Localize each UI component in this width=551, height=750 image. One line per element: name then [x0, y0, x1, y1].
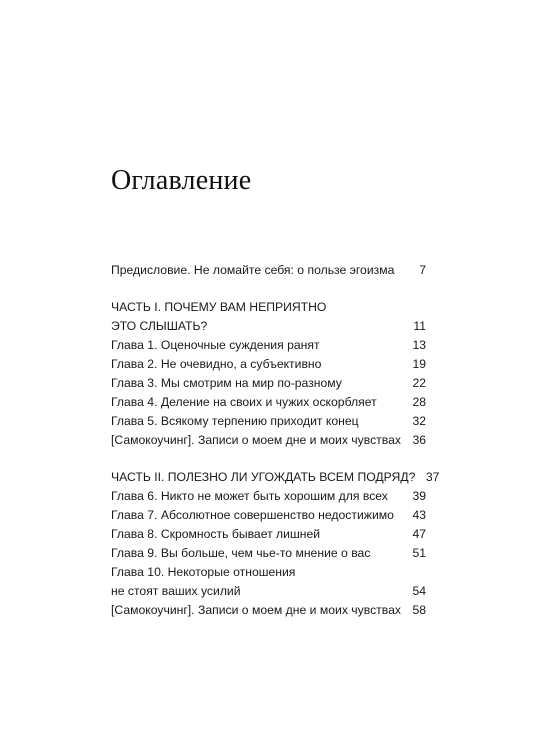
toc-entry-chapter-7 — [111, 506, 426, 525]
toc-entry-title-continued: не стоят ваших усилий — [111, 584, 241, 598]
toc-entry-title: Глава 8. Скромность бывает лишней — [111, 527, 321, 541]
toc-page-number: 19 — [412, 357, 426, 371]
toc-page-number: 22 — [412, 376, 426, 390]
toc-entry-chapter-4 — [111, 393, 426, 412]
toc-entry-title: Глава 6. Никто не может быть хорошим для всех — [111, 489, 388, 503]
toc-entry-title: Глава 3. Мы смотрим на мир по-разному — [111, 376, 342, 390]
toc-page-number: 51 — [412, 546, 426, 560]
toc-part-title: ЧАСТЬ I. ПОЧЕМУ ВАМ НЕПРИЯТНО — [111, 300, 327, 314]
section-spacer — [111, 280, 426, 298]
toc-page-number: 58 — [412, 603, 426, 617]
section-spacer — [111, 450, 426, 468]
toc-page-number: 39 — [412, 489, 426, 503]
toc-entry-title: [Самокоучинг]. Записи о моем дне и моих чувствах — [111, 433, 401, 447]
toc-entry-chapter-6 — [111, 487, 426, 506]
toc-part-title-continued: ЭТО СЛЫШАТЬ? — [111, 319, 208, 333]
toc-entry-chapter-3 — [111, 374, 426, 393]
toc-entry-chapter-8 — [111, 525, 426, 544]
toc-entry-chapter-10-line2 — [111, 582, 426, 601]
toc-part-1-heading-line1 — [111, 298, 426, 317]
toc-page-number: 7 — [419, 263, 426, 277]
toc-entry-chapter-9 — [111, 544, 426, 563]
toc-page-number: 28 — [412, 395, 426, 409]
toc-entry-title: Глава 10. Некоторые отношения — [111, 565, 296, 579]
toc-page-number: 54 — [412, 584, 426, 598]
toc-entry-title: Глава 7. Абсолютное совершенство недостижимо — [111, 508, 394, 522]
toc-entry-title: Глава 9. Вы больше, чем чье-то мнение о вас — [111, 546, 371, 560]
toc-entry-selfcoaching-2 — [111, 601, 426, 620]
toc-entry-chapter-1 — [111, 336, 426, 355]
table-of-contents — [111, 261, 440, 620]
toc-page-number: 36 — [412, 433, 426, 447]
toc-entry-selfcoaching-1 — [111, 431, 426, 450]
toc-entry-title: [Самокоучинг]. Записи о моем дне и моих чувствах — [111, 603, 401, 617]
toc-entry-chapter-10-line1 — [111, 563, 426, 582]
toc-page-number: 43 — [412, 508, 426, 522]
toc-entry-preface — [111, 261, 426, 280]
toc-page-number: 13 — [412, 338, 426, 352]
toc-entry-chapter-2 — [111, 355, 426, 374]
toc-part-1-heading-line2 — [111, 317, 426, 336]
toc-page-number: 11 — [413, 319, 426, 333]
toc-entry-title: Глава 4. Деление на своих и чужих оскорбляет — [111, 395, 377, 409]
page-title: Оглавление — [111, 165, 252, 196]
toc-page-number: 32 — [412, 414, 426, 428]
toc-entry-title: Предисловие. Не ломайте себя: о пользе эгоизма — [111, 263, 395, 277]
toc-entry-title: Глава 2. Не очевидно, а субъективно — [111, 357, 322, 371]
toc-page-number: 37 — [425, 470, 440, 484]
toc-entry-title: Глава 5. Всякому терпению приходит конец — [111, 414, 359, 428]
toc-page-number: 47 — [412, 527, 426, 541]
toc-part-title: ЧАСТЬ II. ПОЛЕЗНО ЛИ УГОЖДАТЬ ВСЕМ ПОДРЯД? — [111, 470, 416, 484]
toc-entry-chapter-5 — [111, 412, 426, 431]
toc-entry-title: Глава 1. Оценочные суждения ранят — [111, 338, 320, 352]
toc-part-2-heading — [111, 468, 440, 487]
